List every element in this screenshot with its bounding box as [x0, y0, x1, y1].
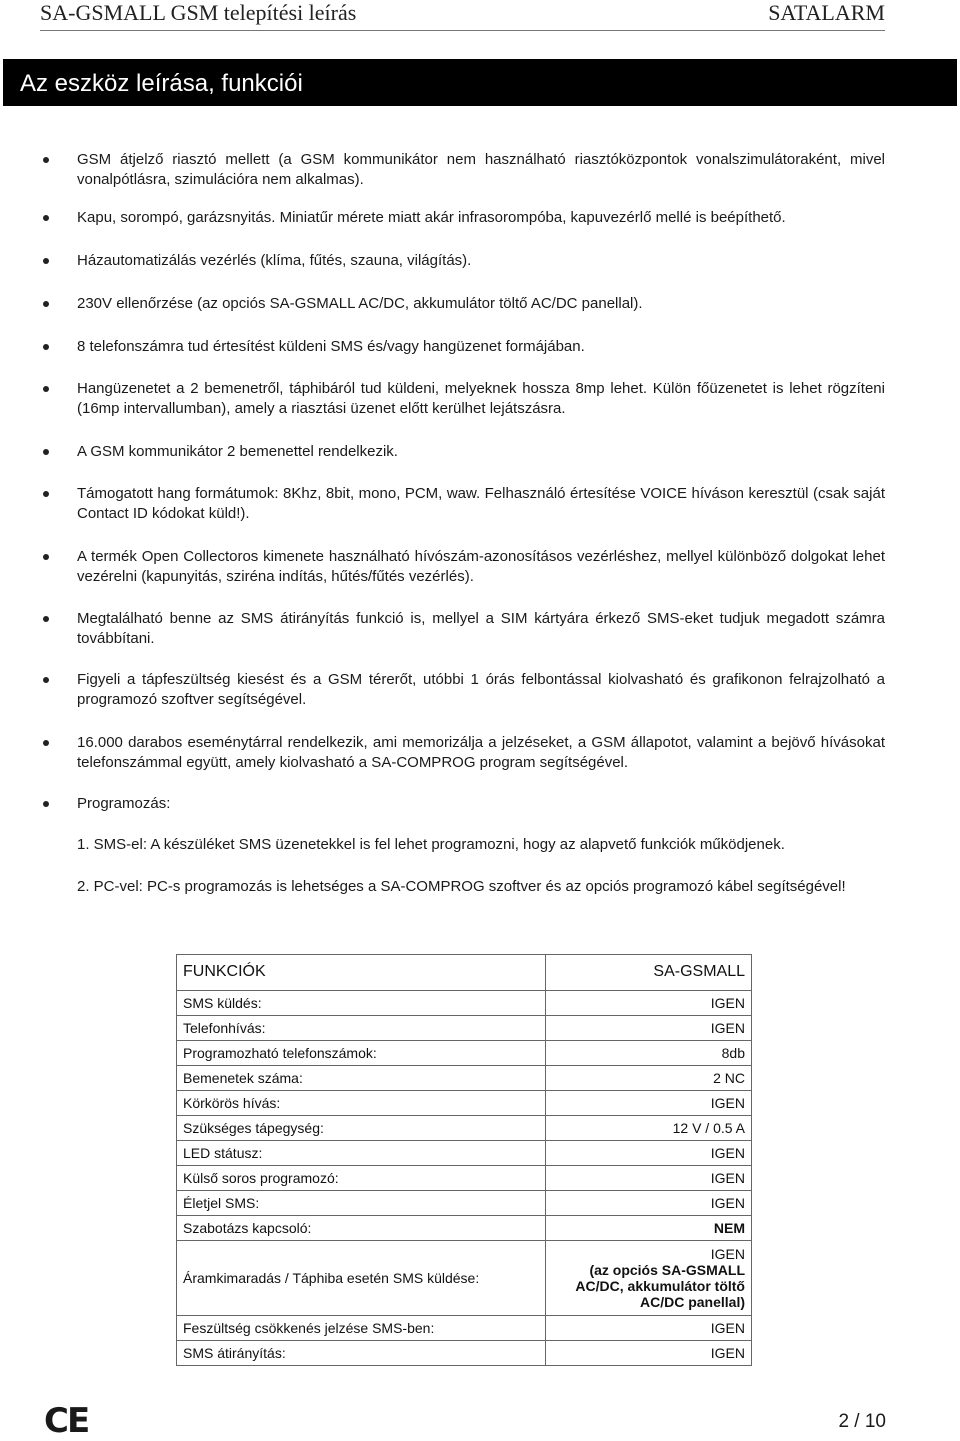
table-row — [177, 1191, 752, 1216]
list-item — [77, 150, 885, 189]
bullet-icon — [43, 616, 49, 622]
value-cell: IGEN — [546, 1091, 752, 1116]
list-item — [77, 670, 885, 709]
list-item — [77, 337, 885, 357]
bullet-icon — [43, 258, 49, 264]
table-header-model: SA-GSMALL — [546, 955, 752, 991]
section-title: Az eszköz leírása, funkciói — [3, 59, 957, 106]
feature-cell: LED státusz: — [177, 1141, 546, 1166]
feature-cell: Feszültség csökkenés jelzése SMS-ben: — [177, 1316, 546, 1341]
bullet-icon — [43, 740, 49, 746]
programming-pc-text: 2. PC-vel: PC-s programozás is lehetséges a SA-COMPROG szoftver és az opciós programozó kábel segítségével! — [77, 878, 846, 895]
value-cell: IGEN — [546, 1016, 752, 1041]
list-item-text: 230V ellenőrzése (az opciós SA-GSMALL AC/DC, akkumulátor töltő AC/DC panellal). — [77, 295, 643, 312]
list-item — [77, 379, 885, 418]
table-row — [177, 1341, 752, 1366]
list-item-text: Programozás: — [77, 795, 171, 812]
list-item-text: GSM átjelző riasztó mellett (a GSM kommunikátor nem használható riasztóközpontok vonalszimulátoraként, mivel vonalpótlásra, szimulációra nem alkalmas). — [77, 151, 885, 188]
table-row — [177, 1141, 752, 1166]
list-item-text: Kapu, sorompó, garázsnyitás. Miniatűr mérete miatt akár infrasorompóba, kapuvezérlő mellé is beépíthető. — [77, 209, 786, 226]
table-row — [177, 1316, 752, 1341]
value-cell: IGEN — [546, 1341, 752, 1366]
table-row — [177, 1091, 752, 1116]
list-item-text: Hangüzenetet a 2 bemenetről, táphibáról tud küldeni, melyeknek hossza 8mp lehet. Külön főüzenetet is lehet rögzíteni (16mp intervallumban), amely a riasztási üzenet előtt kerülhet lejátszásra. — [77, 380, 885, 417]
list-item — [77, 208, 885, 228]
table-header-feature: FUNKCIÓK — [177, 955, 546, 991]
feature-cell: Szabotázs kapcsoló: — [177, 1216, 546, 1241]
list-item-text: 8 telefonszámra tud értesítést küldeni SMS és/vagy hangüzenet formájában. — [77, 338, 585, 355]
bullet-icon — [43, 554, 49, 560]
value-note: (az opciós SA-GSMALL AC/DC, akkumulátor töltő AC/DC panellal) — [575, 1262, 745, 1310]
feature-cell: Külső soros programozó: — [177, 1166, 546, 1191]
bullet-icon — [43, 801, 49, 807]
value-text: IGEN — [710, 1246, 745, 1262]
value-cell: 12 V / 0.5 A — [546, 1116, 752, 1141]
list-item-text: Támogatott hang formátumok: 8Khz, 8bit, mono, PCM, waw. Felhasználó értesítése VOICE híváson keresztül (csak saját Contact ID kódokat küld!). — [77, 485, 885, 522]
feature-cell: SMS átirányítás: — [177, 1341, 546, 1366]
value-cell: 8db — [546, 1041, 752, 1066]
table-header-row — [177, 955, 752, 991]
feature-cell: Bemenetek száma: — [177, 1066, 546, 1091]
table-row — [177, 1166, 752, 1191]
list-item — [77, 294, 885, 314]
bullet-icon — [43, 157, 49, 163]
feature-cell: Áramkimaradás / Táphiba esetén SMS küldése: — [177, 1241, 546, 1316]
list-item-text: Megtalálható benne az SMS átirányítás funkció is, mellyel a SIM kártyára érkező SMS-eket tudjuk megadott számra továbbítani. — [77, 610, 885, 647]
list-item — [77, 484, 885, 523]
page-header — [40, 0, 885, 31]
value-cell: IGEN — [546, 1166, 752, 1191]
feature-cell: Programozható telefonszámok: — [177, 1041, 546, 1066]
feature-cell: Telefonhívás: — [177, 1016, 546, 1041]
list-item-text: A termék Open Collectoros kimenete használható hívószám-azonosításos vezérléshez, mellyel különböző dolgokat lehet vezérelni (kapunyitás, sziréna indítás, hűtés/fűtés vezérlés). — [77, 548, 885, 585]
bullet-icon — [43, 386, 49, 392]
bullet-icon — [43, 215, 49, 221]
features-table — [176, 954, 752, 1366]
page-number: 2 / 10 — [838, 1411, 886, 1432]
table-row — [177, 1016, 752, 1041]
value-cell: 2 NC — [546, 1066, 752, 1091]
list-item-text: Házautomatizálás vezérlés (klíma, fűtés, szauna, világítás). — [77, 252, 472, 269]
value-cell — [546, 1241, 752, 1316]
value-cell: IGEN — [546, 1316, 752, 1341]
bullet-icon — [43, 449, 49, 455]
feature-cell: Szükséges tápegység: — [177, 1116, 546, 1141]
list-item — [77, 609, 885, 648]
programming-sms-text: 1. SMS-el: A készüléket SMS üzenetekkel is fel lehet programozni, hogy az alapvető funkciók működjenek. — [77, 836, 785, 853]
list-item — [77, 442, 885, 462]
bullet-icon — [43, 301, 49, 307]
list-item — [77, 547, 885, 586]
value-cell: IGEN — [546, 1141, 752, 1166]
table-row — [177, 1241, 752, 1316]
value-cell: IGEN — [546, 991, 752, 1016]
feature-cell: SMS küldés: — [177, 991, 546, 1016]
feature-cell: Körkörös hívás: — [177, 1091, 546, 1116]
bullet-icon — [43, 344, 49, 350]
ce-mark-icon: CE — [44, 1401, 89, 1441]
header-doc-title: SA-GSMALL GSM telepítési leírás — [40, 0, 357, 25]
value-cell: NEM — [546, 1216, 752, 1241]
table-row — [177, 1216, 752, 1241]
list-item-text: A GSM kommunikátor 2 bemenettel rendelkezik. — [77, 443, 398, 460]
value-cell: IGEN — [546, 1191, 752, 1216]
table-row — [177, 1041, 752, 1066]
list-item — [77, 251, 885, 271]
header-brand: SATALARM — [768, 0, 885, 25]
table-row — [177, 991, 752, 1016]
list-item-text: Figyeli a tápfeszültség kiesést és a GSM térerőt, utóbbi 1 órás felbontással kiolvasható és grafikonon felrajzolható a programozó szoftver segítségével. — [77, 671, 885, 708]
list-item-text: 16.000 darabos eseménytárral rendelkezik, ami memorizálja a jelzéseket, a GSM állapotot, valamint a bejövő hívásokat telefonszámmal együtt, amely kiolvasható a SA-COMPROG program segítségével. — [77, 734, 885, 771]
table-row — [177, 1116, 752, 1141]
bullet-icon — [43, 677, 49, 683]
list-item — [77, 794, 885, 814]
list-item — [77, 733, 885, 772]
feature-cell: Életjel SMS: — [177, 1191, 546, 1216]
table-row — [177, 1066, 752, 1091]
bullet-icon — [43, 491, 49, 497]
